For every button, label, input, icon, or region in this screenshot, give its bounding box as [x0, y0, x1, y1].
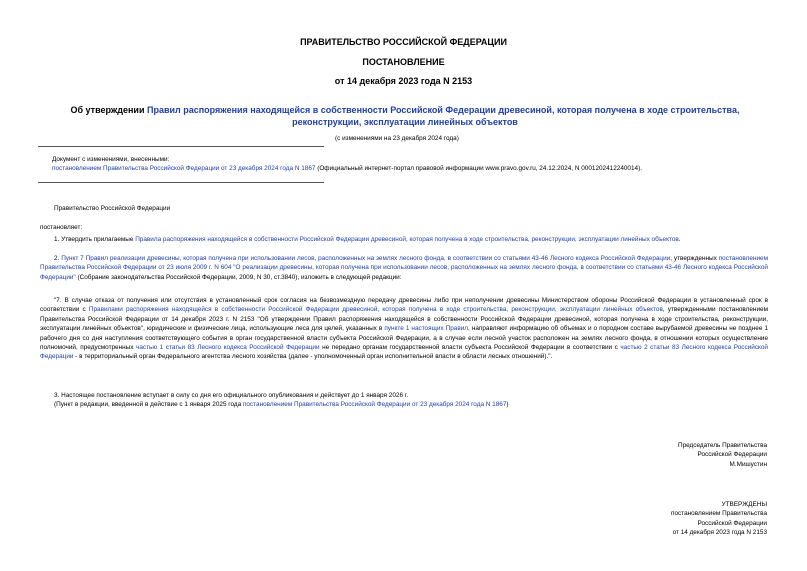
- p4-note: (Пункт в редакции, введенной в действие с 1 января 2025 года: [54, 401, 243, 409]
- p2-number: 2.: [54, 255, 62, 262]
- approved-block: [671, 500, 767, 538]
- changes-bottom-divider: [38, 182, 324, 183]
- changes-box: [52, 155, 752, 173]
- changes-top-divider: [38, 146, 324, 147]
- changes-source: (Официальный интернет-портал правовой информации www.pravo.gov.ru, 24.12.2024, N 0001202412240014).: [315, 165, 643, 172]
- p4-text: 3. Настоящее постановление вступает в силу со дня его официального опубликования и действует до 1 января 2026 г.: [54, 392, 409, 399]
- p3-text-2: , утвержденными постановлением Правительства Российской Федерации от 14 декабря 2023 г. N 2153 "Об утверждении Правил распоряжения находящейся в собственности Российской Федерации древесиной, которая получена в ходе строительства, реконструкции, эксплуатации линейных объектов", юридические и физические лица, использующие леса для целей, указанных в: [40, 306, 768, 333]
- p1-end: .: [678, 236, 681, 243]
- paragraph-1: [54, 235, 764, 244]
- document-title: [70, 104, 740, 128]
- signature-block: [678, 441, 767, 469]
- p3-article83-part1-link[interactable]: частью 1 статьи 83 Лесного кодекса Российской Федерации: [136, 344, 320, 352]
- changes-label: Документ с изменениями, внесенными:: [52, 156, 170, 163]
- paragraph-2: [40, 254, 768, 282]
- p2-decree604-link[interactable]: постановлением Правительства Российской Федерации от 23 июля 2009 г. N 604 "О реализации древесины, которая получена при использовании лесов, расположенных на землях лесного фонда, в соответствии со статьями 43-46 Лесного кодекса Российской Федерации": [40, 255, 768, 281]
- p2-point7-link[interactable]: Пункт 7 Правил реализации древесины, которая получена при использовании лесов, расположенных на землях лесного фонда, в соответствии со статьями 43-46 Лесного кодекса Российской Федерации: [61, 255, 671, 262]
- signature-position: Председатель Правительства: [678, 442, 767, 449]
- approved-heading: УТВЕРЖДЕНЫ: [721, 501, 767, 508]
- p4-note-end: ): [506, 401, 509, 409]
- title-rules-link[interactable]: Правил распоряжения находящейся в собственности Российской Федерации древесиной, которая получена в ходе строительства, реконструкции, эксплуатации линейных объектов: [146, 105, 740, 127]
- revision-note: (с изменениями на 23 декабря 2024 года): [335, 135, 459, 142]
- p3-text-4: не передано органам государственной власти субъекта Российской Федерации в соответствии с: [319, 344, 621, 352]
- p4-decree1867-link[interactable]: постановлением Правительства Российской Федерации от 23 декабря 2024 года N 1867: [242, 401, 507, 409]
- government-heading: ПРАВИТЕЛЬСТВО РОССИЙСКОЙ ФЕДЕРАЦИИ: [300, 37, 507, 47]
- p2-text: , утвержденных: [670, 255, 719, 262]
- approved-line-2: постановлением Правительства: [671, 510, 767, 518]
- p1-text: 1. Утвердить прилагаемые: [54, 236, 136, 243]
- approved-line-3: Российской Федерации: [697, 519, 767, 527]
- p3-article83-part2-link[interactable]: частью 2 статьи 83 Лесного кодекса Российской Федерации: [40, 344, 768, 361]
- p3-text-3: , направляют информацию об объемах и о породном составе вырубаемой древесины не позднее 1 рабочего дня со дня наступления соответствующего события в орган государственной власти субъекта Российской Федерации, а в случае если лесной участок расположен на землях лесного фонда, в отношении которых осуществление полномочий, предусмотренных: [40, 325, 768, 352]
- signature-name: М.Мишустин: [729, 460, 767, 468]
- approved-line-4: от 14 декабря 2023 года N 2153: [672, 529, 767, 537]
- p3-text-5: - в территориальный орган Федерального агентства лесного хозяйства (далее - уполномоченный орган исполнительной власти в области лесных отношений).".: [73, 353, 553, 361]
- p3-rules-link[interactable]: Правилами распоряжения находящейся в собственности Российской Федерации древесиной, которая получена в ходе строительства, реконструкции, эксплуатации линейных объектов: [88, 306, 663, 314]
- title-prefix: Об утверждении: [70, 105, 147, 115]
- document-date-number: от 14 декабря 2023 года N 2153: [334, 76, 473, 86]
- p3-text-1: "7. В случае отказа от получения или отсутствия в установленный срок согласия на безвозмездную передачу древесины либо при неполучении древесины Министерством обороны Российской Федерации в установленный срок в соответствии с: [40, 297, 768, 314]
- government-line: Правительство Российской Федерации: [54, 205, 171, 212]
- paragraph-amendment: [40, 296, 768, 362]
- p2-text-end: (Собрание законодательства Российской Федерации, 2009, N 30, ст.3840), изложить в следующей редакции:: [75, 273, 402, 281]
- paragraph-3: [54, 391, 764, 410]
- document-type: ПОСТАНОВЛЕНИЕ: [362, 57, 445, 67]
- decrees-line: постановляет:: [40, 224, 83, 231]
- changes-decree-link[interactable]: постановлением Правительства Российской Федерации от 23 декабря 2024 года N 1867: [52, 165, 316, 172]
- signature-country: Российской Федерации: [697, 451, 767, 459]
- p3-point1-link[interactable]: пункте 1 настоящих Правил: [384, 325, 469, 333]
- p1-rules-link[interactable]: Правила распоряжения находящейся в собственности Российской Федерации древесиной, которая получена в ходе строительства, реконструкции, эксплуатации линейных объектов: [135, 236, 679, 243]
